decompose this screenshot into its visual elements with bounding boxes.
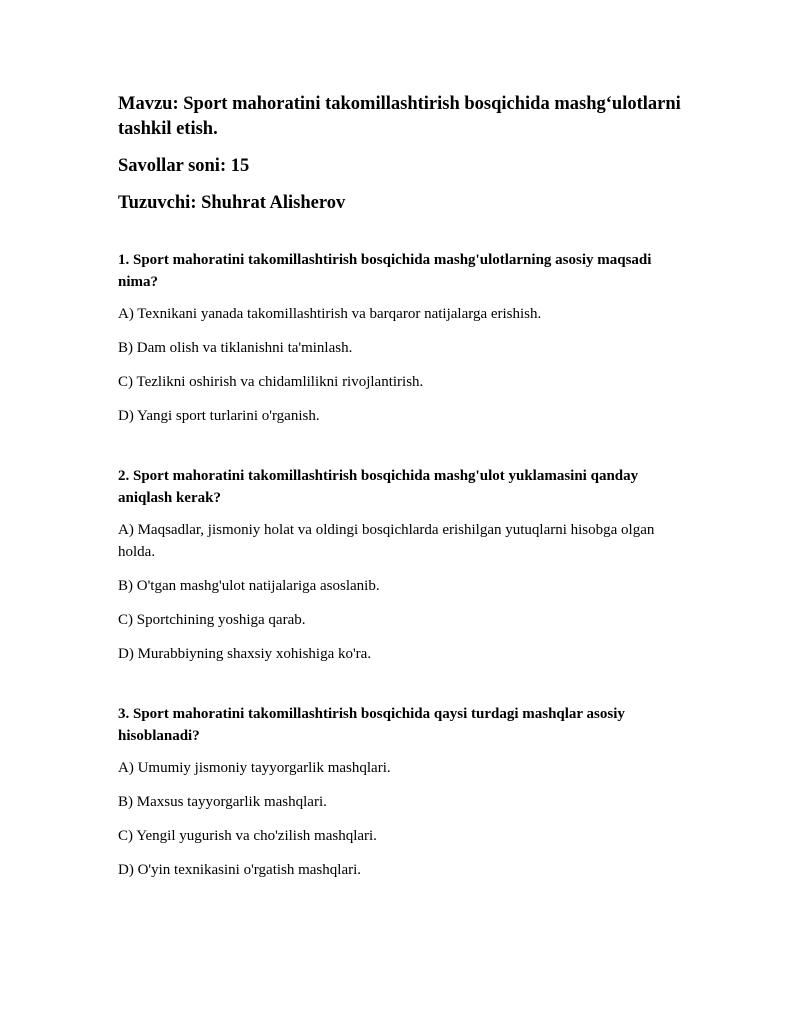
document-page [118,92,688,893]
option-d: D) O'yin texnikasini o'rgatish mashqlari. [118,862,362,878]
option-a: A) Texnikani yanada takomillashtirish va barqaror natijalarga erishish. [118,306,542,322]
question-text: 3. Sport mahoratini takomillashtirish bosqichida qaysi turdagi mashqlar asosiy hisoblanadi? [118,706,625,744]
option-d: D) Murabbiyning shaxsiy xohishiga ko'ra. [118,646,372,662]
topic-heading: Mavzu: Sport mahoratini takomillashtirish bosqichida mashg‘ulotlarni tashkil etish. [118,94,681,139]
question-text: 2. Sport mahoratini takomillashtirish bosqichida mashg'ulot yuklamasini qanday aniqlash kerak? [118,468,639,506]
option-a: A) Maqsadlar, jismoniy holat va oldingi bosqichlarda erishilgan yutuqlarni hisobga olgan holda. [118,522,655,560]
option-d: D) Yangi sport turlarini o'rganish. [118,408,320,424]
option-c: C) Yengil yugurish va cho'zilish mashqlari. [118,828,377,844]
option-a: A) Umumiy jismoniy tayyorgarlik mashqlari. [118,760,391,776]
option-b: B) Dam olish va tiklanishni ta'minlash. [118,340,353,356]
question-text: 1. Sport mahoratini takomillashtirish bosqichida mashg'ulotlarning asosiy maqsadi nima? [118,252,652,290]
question-3 [118,703,688,881]
option-b: B) Maxsus tayyorgarlik mashqlari. [118,794,327,810]
option-c: C) Sportchining yoshiga qarab. [118,612,306,628]
option-b: B) O'tgan mashg'ulot natijalariga asoslanib. [118,578,380,594]
option-c: C) Tezlikni oshirish va chidamlilikni rivojlantirish. [118,374,424,390]
question-count: Savollar soni: 15 [118,156,250,176]
question-1 [118,249,688,427]
author-line: Tuzuvchi: Shuhrat Alisherov [118,193,346,213]
question-2 [118,465,688,665]
